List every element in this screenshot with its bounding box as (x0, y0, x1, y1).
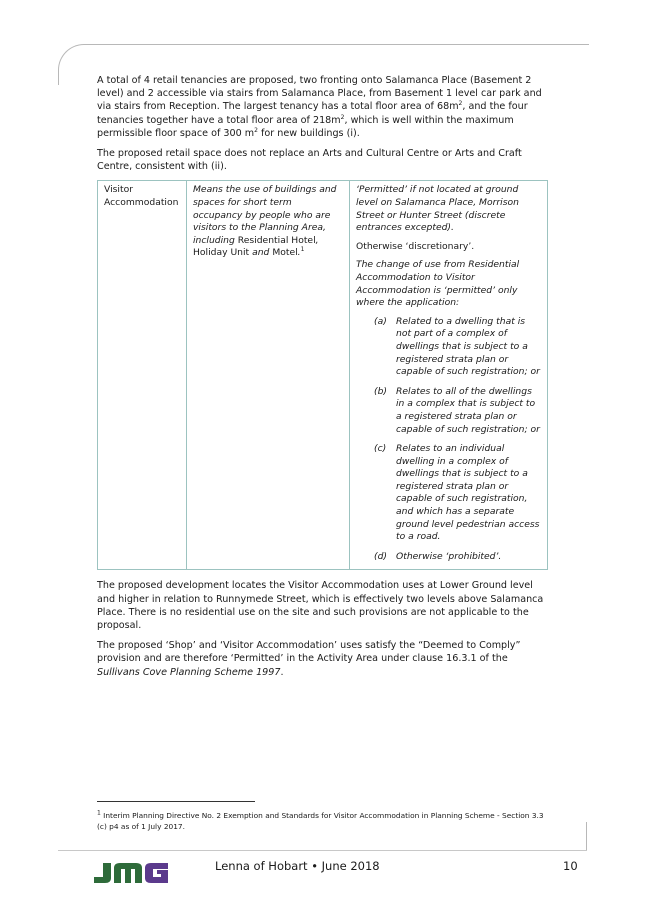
status-permitted: ‘Permitted’ if not located at ground level on Salamanca Place, Morrison Street or Hunter Street (discrete entrances excepted). (356, 184, 519, 234)
definition-cell: Means the use of buildings and spaces for short term occupancy by people who are visitors to the Planning Area, including Residential Hotel, Holiday Unit and Motel.$^1$ (187, 181, 350, 570)
status-discretionary: Otherwise ‘discretionary’. (356, 240, 475, 252)
status-cell (350, 181, 548, 570)
footnote-ref[interactable]: 1 (300, 246, 305, 254)
footnote: $^1$ Interim Planning Directive No. 2 Exemption and Standards for Visitor Accommodation in Planning Scheme - Section 3.3 (c) p4 as of 1 July 2017. (97, 809, 544, 831)
conditions-list (356, 316, 541, 564)
footer-divider (58, 850, 587, 851)
footer-title: Lenna of Hobart • June 2018 (215, 859, 380, 873)
status-change-of-use: The change of use from Residential Accommodation to Visitor Accommodation is ‘permitted’ only where the application: (356, 259, 520, 309)
paragraph-retail: A total of 4 retail tenancies are proposed, two fronting onto Salamanca Place (Basement 2 level) and 2 accessible via stairs from Salamanca Place, from Basement 1 level car park and via stairs from Reception. The largest tenancy has a total floor area of $68m^2$, and the four tenancies together have a total floor area of $218m^2$, which is well within the maximum permissible floor space of 300 $m^2$ for new buildings (i). (97, 75, 542, 139)
body-content (97, 74, 549, 686)
list-item: (b) Relates to all of the dwellings in a complex that is subject to a registered strata plan or capable of such registration; or (374, 385, 540, 435)
paragraph-location: The proposed development locates the Visitor Accommodation uses at Lower Ground level and higher in relation to Runnymede Street, which is effectively two levels above Salamanca Place. There is no residential use on the site and such provisions are not applicable to the proposal. (97, 580, 544, 632)
use-table (97, 180, 548, 570)
jmg-logo (92, 861, 170, 885)
paragraph-conclusion: The proposed ‘Shop’ and ‘Visitor Accommodation’ uses satisfy the “Deemed to Comply” provision and are therefore ‘Permitted’ in the Activity Area under clause 16.3.1 of the Sullivans Cove Planning Scheme 1997. (97, 640, 521, 678)
page-number: 10 (563, 859, 578, 873)
paragraph-arts: The proposed retail space does not replace an Arts and Cultural Centre or Arts and Craft Centre, consistent with (ii). (97, 148, 522, 173)
list-item: (a) Related to a dwelling that is not part of a complex of dwellings that is subject to a registered strata plan or capable of such registration; or (374, 315, 540, 378)
page-frame-right (586, 822, 587, 850)
use-class-cell: Visitor Accommodation (98, 181, 187, 570)
list-item: (c) Relates to an individual dwelling in a complex of dwellings that is subject to a registered strata plan or capable of such registration, and which has a separate ground level pedestrian access to a road. (374, 443, 540, 543)
footnote-rule (97, 801, 255, 802)
list-item: (d) Otherwise ‘prohibited’. (374, 550, 502, 562)
table-row (98, 181, 548, 570)
